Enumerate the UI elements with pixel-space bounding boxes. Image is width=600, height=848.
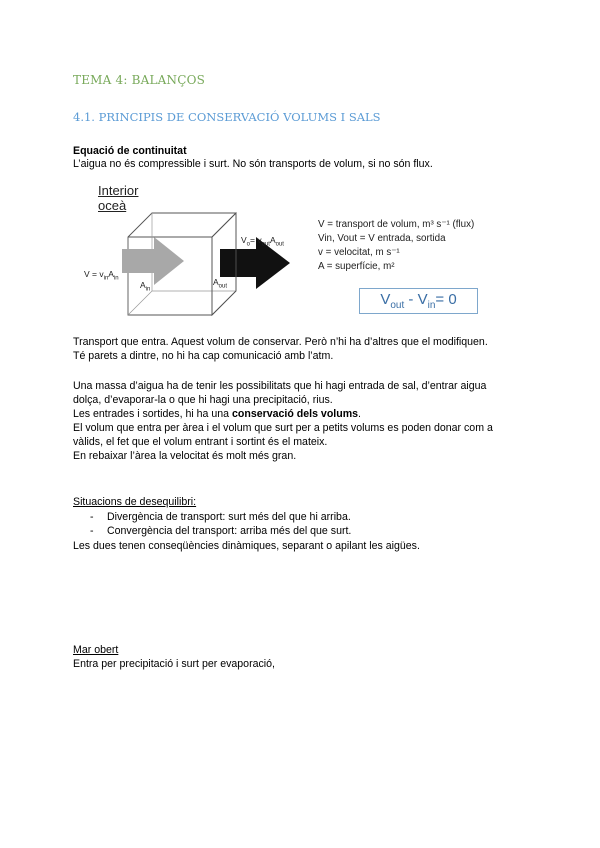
figure-title: Interior oceà — [98, 183, 139, 213]
legend-line-2: Vin, Vout = V entrada, sortida — [318, 233, 446, 244]
section1-title: Equació de continuitat — [73, 145, 187, 157]
section3-title: Mar obert — [73, 644, 119, 656]
paragraph2-line3: Les entrades i sortides, hi ha una conservació dels volums. — [73, 408, 361, 420]
area-in-label: $A_{in}$ — [140, 280, 151, 293]
cube-edge-bottom-left — [128, 291, 152, 315]
list-item-divergence: Divergència de transport: surt més del que hi arriba. — [107, 511, 351, 523]
list-item-convergence: Convergència del transport: arriba més del que surt. — [107, 525, 352, 537]
section1-line: L’aigua no és compressible i surt. No són transports de volum, si no són flux. — [73, 158, 433, 170]
paragraph2-line5: vàlids, el fet que el volum entrant i sortint és el mateix. — [73, 436, 328, 448]
bullet-1: - — [90, 511, 94, 523]
paragraph1-line2: Té parets a dintre, no hi ha cap comunicació amb l’atm. — [73, 350, 334, 362]
continuity-equation-box — [359, 288, 478, 314]
section2-conclusion: Les dues tenen conseqüències dinàmiques, separant o apilant les aigües. — [73, 540, 420, 552]
section3-line: Entra per precipitació i surt per evaporació, — [73, 658, 275, 670]
bullet-2: - — [90, 525, 94, 537]
inflow-arrow — [122, 237, 184, 285]
legend-line-3: v = velocitat, m s⁻¹ — [318, 247, 400, 258]
inflow-label: $V = v_{in}A_{in}$ — [84, 269, 119, 282]
paragraph2-line4: El volum que entra per àrea i el volum que surt per a petits volums es poden donar com a — [73, 422, 493, 434]
conservation-highlight: conservació dels volums — [232, 408, 359, 420]
outflow-label: $V_o= v_{out}A_{out}$ — [241, 235, 284, 248]
section-heading: 4.1. PRINCIPIS DE CONSERVACIÓ VOLUMS I SALS — [73, 110, 381, 124]
chapter-heading: TEMA 4: BALANÇOS — [73, 73, 206, 87]
paragraph2-line2: dolça, d’evaporar-la o que hi hagi una precipitació, rius. — [73, 394, 333, 406]
paragraph1-line1: Transport que entra. Aquest volum de conservar. Però n’hi ha d’altres que el modifiquen. — [73, 336, 488, 348]
section2-title: Situacions de desequilibri: — [73, 496, 197, 508]
paragraph2-line1: Una massa d’aigua ha de tenir les possibilitats que hi hagi entrada de sal, d’entrar aigua — [73, 380, 487, 392]
legend-line-4: A = superfície, m² — [318, 261, 395, 272]
area-out-label: $A_{out}$ — [213, 277, 228, 290]
continuity-equation: $V_{out} - V_{in}= 0$ — [380, 291, 457, 311]
paragraph2-line6: En rebaixar l’àrea la velocitat és molt més gran. — [73, 450, 297, 462]
legend-line-1: V = transport de volum, m³ s⁻¹ (flux) — [318, 219, 475, 230]
